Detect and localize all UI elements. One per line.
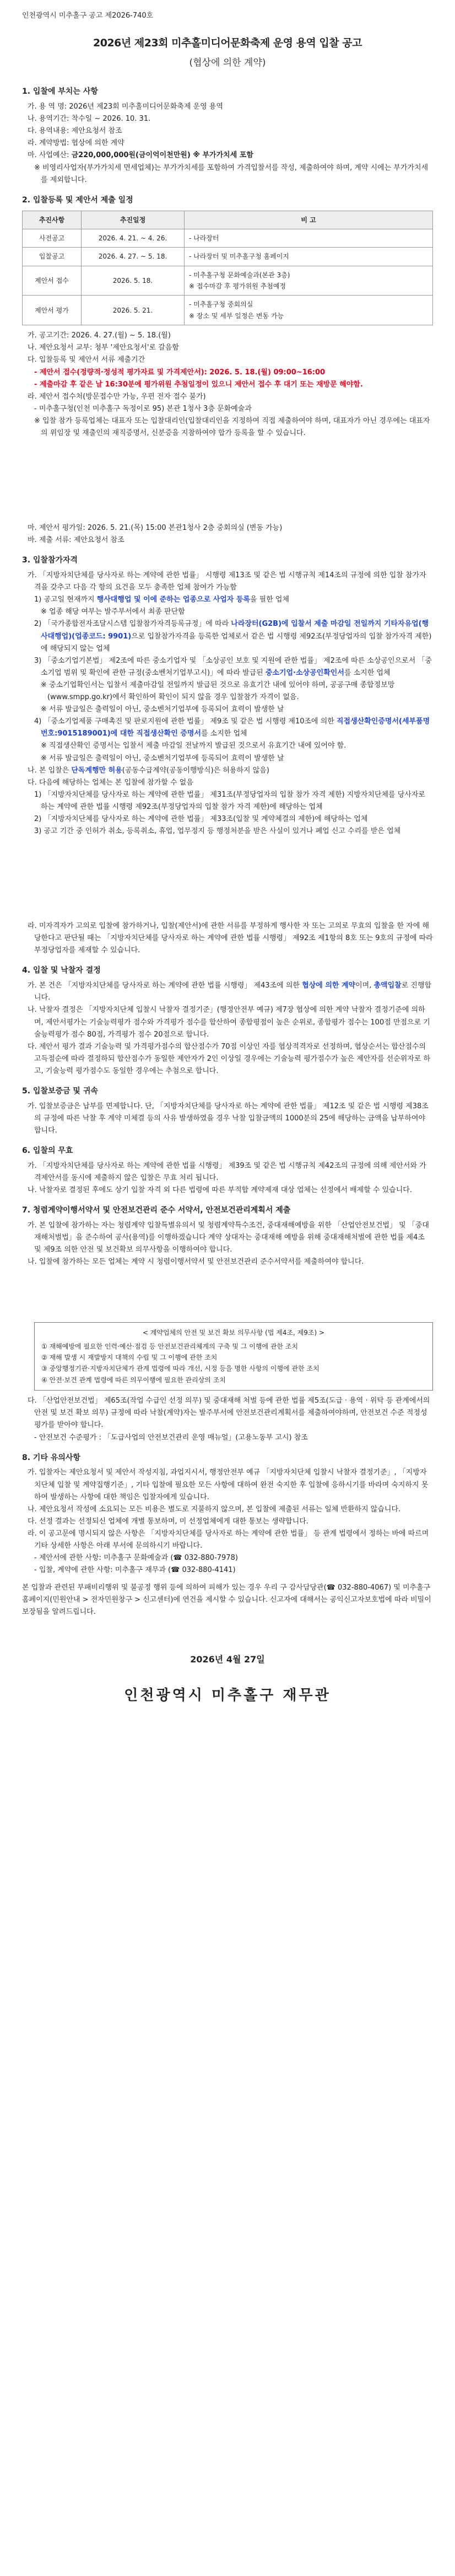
s3-qual-2: 2) 「국가종합전자조달시스템 입찰참가자격등록규정」에 따라 나라장터(G2B)에 입찰서 제출 마감일 전일까지 기타자유업(행사대행업)(업종코드: 9901)으로 입찰참가자격을 등록한 업체로서 같은 법 시행령 제92조(부정당업자의 입찰 참가자격 제한)에 해당되지 않는 업체 <box>34 620 432 653</box>
s1-item: 가. 용 역 명: 2026년 제23회 미추홀미디어문화축제 운영 용역 <box>28 103 223 111</box>
s3-note: ※ 업종 해당 여부는 발주부서에서 최종 판단함 <box>41 608 185 616</box>
table-header: 추진일정 <box>82 211 185 229</box>
s8-contact: - 제안서에 관한 사항: 미추홀구 문화예술과 (☎ 032-880-7978) <box>34 1554 238 1563</box>
s1-item: 라. 계약방법: 협상에 의한 계약 <box>28 139 124 148</box>
s2-deadline: - 제안서 접수(정량적·정성적 평가자료 및 가격제안서): 2026. 5. 18.(월) 09:00~16:00 <box>34 368 326 377</box>
table-cell: 사전공고 <box>23 229 82 247</box>
section-4-title: 4. 입찰 및 낙찰자 결정 <box>22 966 101 975</box>
s3-qual-1: 1) 공고일 현재까지 행사대행업 및 이에 준하는 업종으로 사업자 등록을 필한 업체 <box>34 595 290 604</box>
table-header: 비 고 <box>185 211 433 229</box>
s3-item: 다. 다음에 해당하는 업체는 본 입찰에 참가할 수 없음 <box>28 778 193 787</box>
page-title: 2026년 제23회 미추홀미디어문화축제 운영 용역 입찰 공고 <box>93 37 362 50</box>
table-cell: 입찰공고 <box>23 248 82 266</box>
s7-item: 다. 「산업안전보건법」 제65조(작업 수급인 선정 의무) 및 중대재해 처벌 등에 관한 법률 제5조(도급 · 용역 · 위탁 등 관계에서의 안전 및 보건 확보 의무) 규정에 따라 낙찰(계약)자는 발주부서에 안전보건관리계획서를 제출하여야하며, 안전보건 수준 적정성 평가를 받아야 합니다. <box>28 1397 430 1430</box>
s3-item: 2) 「지방자치단체를 당사자로 하는 계약에 관한 법률」 제33조(입찰 및 계약체결의 제한)에 해당하는 업체 <box>34 814 368 823</box>
s3-item: 1) 「지방자치단체를 당사자로 하는 계약에 관한 법률」 제31조(부정당업자의 입찰 참가 자격 제한) 지방자치단체를 당사자로 하는 계약에 관한 법률 시행령 제92조(부정당업자의 입찰 참가 자격 제한)에 해당하는 업체 <box>34 790 425 811</box>
table-cell: 2026. 4. 27. ~ 5. 18. <box>82 248 185 266</box>
s4-item: 나. 낙찰자 결정은 「지방자치단체 입찰시 낙찰자 결정기준」(행정안전부 예규) 제7장 협상에 의한 계약 낙찰자 결정기준에 의하며, 제안서평가는 기술능력평가 점수와 가격평가 점수를 합산하여 종합평점이 높은 순위로, 종합평가 점수는 100점 만점으로 기술능력평가 점수 80점, 가격평가 점수 20점으로 합니다. <box>28 1006 430 1039</box>
s7-item: 나. 입찰에 참가하는 모든 업체는 계약 시 청렴이행서약서 및 안전보건관리 준수서약서를 제출하여야 합니다. <box>28 1258 364 1266</box>
s6-item: 나. 낙찰자로 결정된 후에도 상기 입찰 자격 외 다른 법령에 따른 부적합 계약제재 대상 업체는 선정에서 배제할 수 있습니다. <box>28 1186 412 1195</box>
s8-item: 가. 입찰자는 제안요청서 및 제안서 작성지침, 과업지시서, 행정안전부 예규 「지방자치단체 입찰시 낙찰자 결정기준」, 「지방자치단체 입찰 및 계약집행기준」, 기타 입찰에 필요한 모든 사항에 대하여 완전 숙지한 후 입찰에 응하시기를 바라며 숙지하지 못하여 발생하는 사항에 대한 책임은 입찰자에게 있습니다. <box>28 1468 429 1501</box>
safety-box-line: ① 재해예방에 필요한 인력·예산·점검 등 안전보건관리체계의 구축 및 그 이행에 관한 조치 <box>41 1342 299 1350</box>
section-3-title: 3. 입찰참가자격 <box>22 556 78 565</box>
s3-item: 가. 「지방자치단체를 당사자로 하는 계약에 관한 법률」 시행령 제13조 및 같은 법 시행규칙 제14조의 규정에 의한 입찰 참가자격을 갖추고 다음 각 항의 요건을 모두 충족한 업체 참여가 가능함 <box>28 571 426 592</box>
s8-closing: 본 입찰과 관련된 부패비리행위 및 불공정 행위 등에 의하여 피해가 있는 경우 우리 구 감사담당관(☎ 032-880-4067) 및 미추홀구 홈페이지(민원안내 > 전자민원창구 > 신고센터)에 연건을 제시할 수 있습니다. 신고자에 대해서는 공익신고자보호법에 따라 비밀이 보장됨을 알려드립니다. <box>22 1584 431 1617</box>
s3-qual-3: 3) 「중소기업기본법」 제2조에 따른 중소기업자 및 「소상공인 보호 및 지원에 관한 법률」 제2조에 따른 소상공인으로서 「중소기업 범위 및 확인에 관한 규정(중소벤처기업부고시)」에 따라 발급된 중소기업·소상공인확인서를 소지한 업체 <box>34 656 432 677</box>
s2-item: 가. 공고기간: 2026. 4. 27.(월) ~ 5. 18.(월) <box>28 331 171 340</box>
s2-item: 나. 제안요청서 교부: 청부 '제안요청서'로 갈음함 <box>28 344 179 352</box>
s8-item: 라. 이 공고문에 명시되지 않은 사항은 「지방자치단체를 당사자로 하는 계약에 관한 법률」 등 관계 법령에서 정하는 바에 따르며 기타 상세한 사항은 아래 부서에 문의하시기 바랍니다. <box>28 1529 429 1550</box>
s7-item: 가. 본 입찰에 참가하는 자는 청렴계약 입찰특별유의서 및 청렴계약특수조건, 중대재해예방을 위한 「산업안전보건법」 및 「중대재해처벌법」을 준수하여 공사(용역)를 이행하겠습니다 계약 상대자는 중대재해 예방을 위해 중대재해처벌에 관한 법률 제4조 및 제9조 의한 안전 및 보건확보 의무사항을 이행하여야 합니다. <box>28 1221 429 1254</box>
s3-item: 라. 미자격자가 고의로 입찰에 참가하거나, 입찰(제안서)에 관한 서류를 부정하게 행사한 자 또는 고의로 무효의 입찰을 한 자에 해당한다고 판단될 때는 「지방자치단체를 당사자로 하는 계약에 관한 법률 시행령」 제92조 제1항의 8호 또는 9호의 규정에 따라 부정당업자를 제재할 수 있습니다. <box>28 922 433 955</box>
table-row <box>23 296 433 325</box>
s3-joint: 나. 본 입찰은 단독계행만 허용(공동수급계약(공동이행방식)은 허용하지 않음) <box>28 766 269 775</box>
s4-item: 가. 본 건은 「지방자치단체를 당사자로 하는 계약에 관한 법률 시행령」 제43조에 의한 협상에 의한 계약이며, 총액입찰로 진행합니다. <box>28 981 432 1002</box>
s3-note: ※ 서류 발급일은 출력일이 아닌, 중소벤처기업부에 등록되어 효력이 발생한 날 <box>41 754 284 763</box>
s2-deadline-note: - 제출마감 후 같은 날 16:30분에 평가위원 추첨일정이 있으니 제안서 접수 후 대기 또는 재방문 해야함. <box>34 380 363 389</box>
table-row <box>23 248 433 266</box>
notice-number: 인천광역시 미추홀구 공고 제2026-740호 <box>22 12 154 20</box>
table-cell: 2026. 4. 21. ~ 4. 26. <box>82 229 185 247</box>
table-cell: - 나라장터 및 미추홀구청 홈페이지 <box>185 248 433 266</box>
s2-item: 다. 입찰등록 및 제안서 서류 제출기간 <box>28 356 145 364</box>
section-2-title: 2. 입찰등록 및 제안서 제출 일정 <box>22 195 133 205</box>
section-4 <box>22 964 433 1077</box>
s4-item: 다. 제안서 평가 결과 기술능력 및 가격평가점수의 합산점수가 70점 이상인 자를 협상적격자로 선정하며, 협상순서는 합산점수의 고득점순에 따라 결정하되 합산점수가 동일한 제안자가 2인 이상일 경우에는 기술능력 평가점수가 높은 제안자를 선순위자로 하고, 기술능력 평가점수도 동일한 경우에는 추첨으로 합니다. <box>28 1042 431 1075</box>
table-cell: - 미추홀구청 중회의실 ※ 장소 및 세부 일정은 변동 가능 <box>185 296 433 325</box>
s8-item: 다. 선정 결과는 선정되신 업체에 개별 통보하며, 미 선정업체에게 대한 통보는 생략합니다. <box>28 1517 308 1526</box>
safety-box-line: ④ 안전·보건 관계 법령에 따른 의무이행에 필요한 관리상의 조치 <box>41 1376 226 1384</box>
section-8-title: 8. 기타 유의사항 <box>22 1453 80 1462</box>
s3-note: ※ 직접생산확인 증명서는 입찰서 제출 마감일 전날까지 발급된 것으로서 유효기간 내에 있어야 함. <box>41 742 346 750</box>
s1-budget <box>22 149 433 162</box>
s2-item: - 미추홀구청(인천 미추홀구 독정이로 95) 본관 1청사 3층 문화예술과 <box>34 404 252 413</box>
schedule-table <box>22 211 433 326</box>
s6-item: 가. 「지방자치단체를 당사자로 하는 계약에 관한 법률 시행령」 제39조 및 같은 법 시행규칙 제42조의 규정에 의해 제안서와 가격제안서를 동시에 제출하지 않은 입찰은 무효 처리 됩니다. <box>28 1161 426 1182</box>
s1-item: 다. 용역내용: 제안요청서 참조 <box>28 127 122 136</box>
table-cell: 2026. 5. 21. <box>82 296 185 325</box>
table-cell: 2026. 5. 18. <box>82 266 185 296</box>
section-7-title: 7. 청렴계약이행서약서 및 안전보건관리 준수 서약서, 안전보건관리계획서 제출 <box>22 1206 291 1215</box>
s8-contact: - 입찰, 계약에 관한 사항: 미추홀구 재무과 (☎ 032-880-4141) <box>34 1566 236 1575</box>
table-cell: - 나라장터 <box>185 229 433 247</box>
s5-item: 가. 입찰보증금은 납부를 면제합니다. 단, 「지방자치단체를 당사자로 하는 계약에 관한 법률」 제12조 및 같은 법 시행령 제38조의 규정에 따른 낙찰 후 계약 미체결 등의 사유 발생하였을 경우 낙찰 입찰금액의 1000분의 25에 해당하는 금액을 납부하여야 합니다. <box>28 1102 429 1135</box>
s3-note: ※ 서류 발급일은 출력일이 아닌, 중소벤처기업부에 등록되어 효력이 발생한 날 <box>41 705 284 714</box>
s2-item: 라. 제안서 접수처(방문접수만 가능, 우편 전자 접수 불가) <box>28 392 206 401</box>
issuer-signature: 인천광역시 미추홀구 재무관 <box>124 1687 331 1704</box>
table-cell: - 미추홀구청 문화예술과(본관 3층) ※ 접수마감 후 평가위원 추첨예정 <box>185 266 433 296</box>
notice-date: 2026년 4월 27일 <box>190 1654 265 1665</box>
s8-item: 나. 제안요청서 작성에 소요되는 모든 비용은 별도로 지불하지 않으며, 본 입찰에 제출된 서류는 일체 반환하지 않습니다. <box>28 1505 401 1514</box>
section-5-title: 5. 입찰보증금 및 귀속 <box>22 1086 98 1096</box>
section-6 <box>22 1145 433 1196</box>
section-6-title: 6. 입찰의 무효 <box>22 1146 73 1156</box>
section-1-title: 1. 입찰에 부치는 사항 <box>22 87 98 96</box>
table-header: 추진사항 <box>23 211 82 229</box>
s3-note: ※ 중소기업확인서는 입찰서 제출마감일 전일까지 발급된 것으로 유효기간 내에 있어야 하며, 공공구매 종합정보망(www.smpp.go.kr)에서 확인하여 확인이 되지 않을 경우 입찰참가 자격이 없음. <box>41 680 395 702</box>
table-header-row <box>23 211 433 229</box>
section-7 <box>22 1204 433 1444</box>
page-subtitle: (협상에 의한 계약) <box>189 57 266 69</box>
section-5 <box>22 1085 433 1137</box>
table-cell: 제안서 접수 <box>23 266 82 296</box>
table-row <box>23 266 433 296</box>
safety-box-title: < 계약업체의 안전 및 보건 확보 의무사항 (법 제4조, 제9조) > <box>142 1329 325 1337</box>
s2-item: 마. 제안서 평가일: 2026. 5. 21.(목) 15:00 본관1청사 2층 중회의실 (변동 가능) <box>28 524 283 533</box>
s2-item: 바. 제출 서류: 제안요청서 참조 <box>28 536 124 545</box>
section-2 <box>22 194 433 547</box>
section-8 <box>22 1452 433 1619</box>
s1-budget-prefix: 마. 사업예산: <box>28 151 72 160</box>
safety-duty-box <box>34 1322 433 1391</box>
s1-budget-amount: 금220,000,000원(금이억이천만원) ※ 부가가치세 포함 <box>71 151 253 160</box>
s2-note: ※ 입찰 참가 등록업체는 대표자 또는 입찰대리인(입찰대리인을 지정하여 직접 제출하여야 하며, 대표자가 아닌 경우에는 대표자의 위임장 및 재출인의 재직증명서, 신분증을 지참하여야 합가 등록을 할 수 있습니다. <box>34 416 430 438</box>
s3-qual-4: 4) 「중소기업제품 구매촉진 및 판로지원에 관한 법률」 제9조 및 같은 법 시행령 제10조에 의한 직접생산확인증명서(세부품명번호:9015189001)에 대한 직접생산확인 증명서를 소지한 업체 <box>34 717 430 738</box>
safety-box-line: ② 재해 발생 시 재발방지 대책의 수립 및 그 이행에 관한 조치 <box>41 1354 218 1362</box>
section-1 <box>22 85 433 186</box>
s7-note: - 안전보건 수준평가 : 「도급사업의 안전보건관리 운영 매뉴얼」(고용노동부 고시) 참조 <box>34 1433 308 1442</box>
table-cell: 제안서 평가 <box>23 296 82 325</box>
s1-note: ※ 비영리사업자(부가가치세 면세업체)는 부가가치세를 포함하여 가격입찰서를 작성, 제출하여야 하며, 계약 시에는 부가가치세를 제외합니다. <box>34 163 429 184</box>
section-3 <box>22 554 433 957</box>
s3-item: 3) 공고 기간 중 인허가 취소, 등록취소, 휴업, 업무정지 등 행정처분을 받은 사실이 있거나 폐업 신고 수리를 받은 업체 <box>34 827 401 836</box>
s1-item: 나. 용역기간: 착수일 ~ 2026. 10. 31. <box>28 115 151 124</box>
safety-box-line: ③ 중앙행정기관·지방자치단체가 관계 법령에 따라 개선, 시정 등을 명한 사항의 이행에 관한 조치 <box>41 1365 319 1373</box>
table-row <box>23 229 433 247</box>
